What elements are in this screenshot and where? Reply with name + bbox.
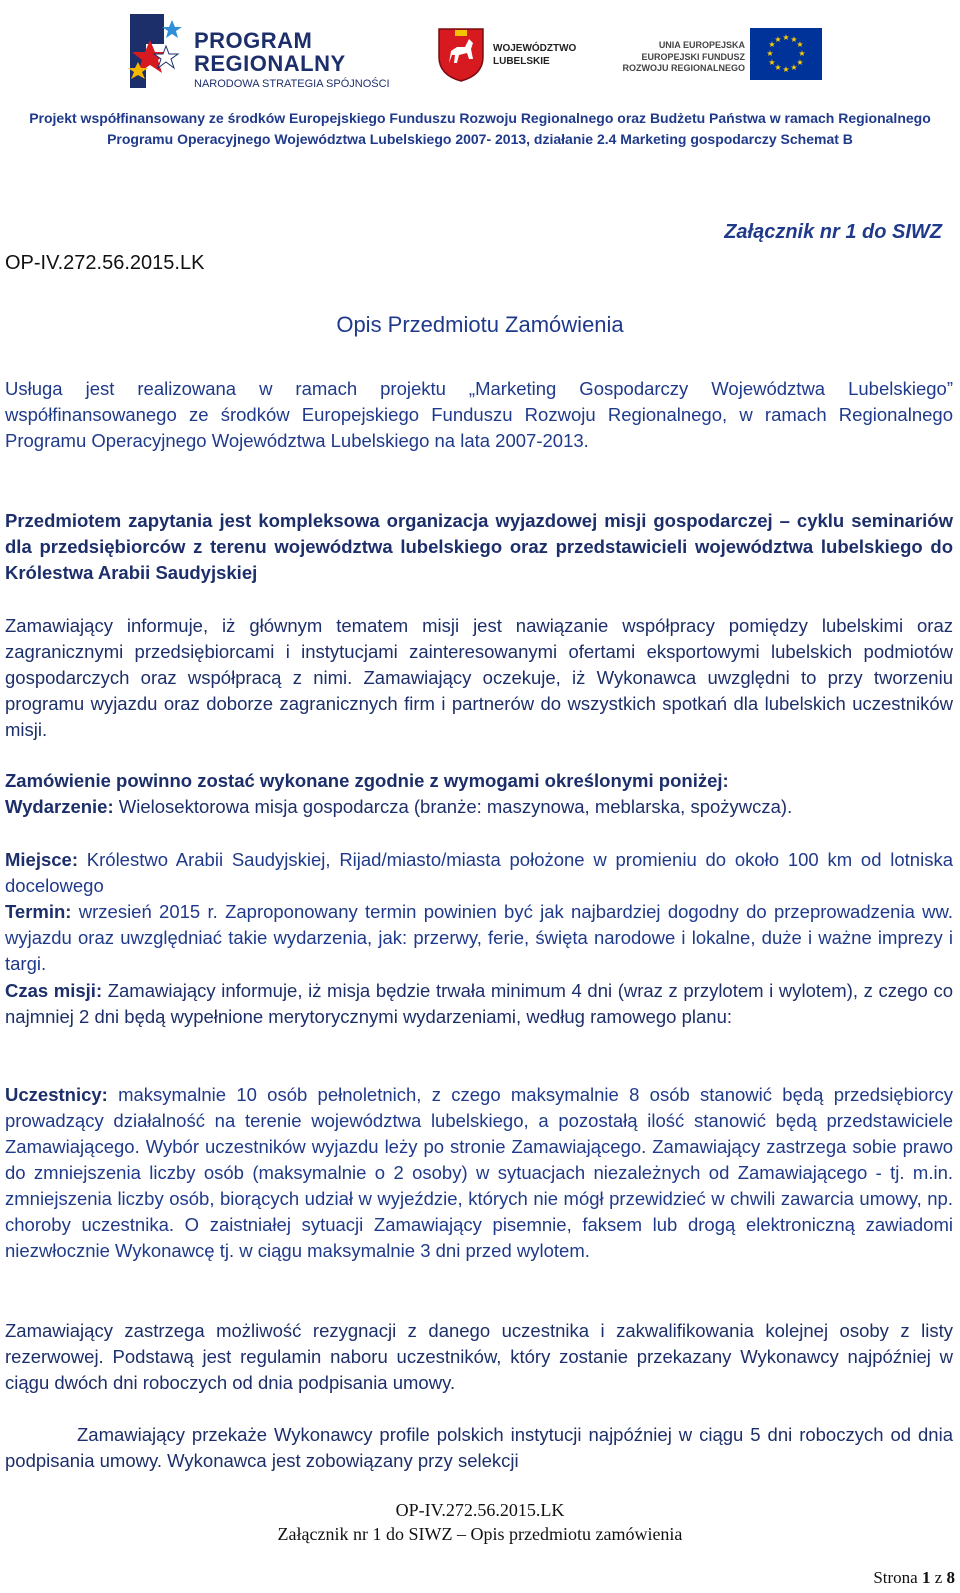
svg-text:★: ★ [782,65,790,74]
footer-annex: Załącznik nr 1 do SIWZ – Opis przedmiotu zamówienia [277,1524,683,1544]
event-text: Wielosektorowa misja gospodarcza (branże: maszynowa, meblarska, spożywcza). [113,796,793,817]
participants-label: Uczestnicy: [5,1084,108,1105]
svg-text:★: ★ [790,63,798,72]
page-number [873,1568,955,1588]
intro-paragraph: Usługa jest realizowana w ramach projektu „Marketing Gospodarczy Województwa Lubelskiego” współfinansowanego ze środków Europejskiego Funduszu Rozwoju Regionalnego, w ramach Regionalnego Programu Operacyjnego Województwa Lubelskiego na lata 2007-2013. [5,378,953,451]
profiles-paragraph: Zamawiający przekaże Wykonawcy profile polskich instytucji najpóźniej w ciągu 5 dni roboczych od dnia podpisania umowy. Wykonawca jest zobowiązany przy selekcji [5,1424,953,1471]
place-text: Królestwo Arabii Saudyjskiej, Rijad/miasto/miasta położone w promieniu do około 100 km od lotniska docelowego [5,849,953,896]
place-paragraph [5,847,953,899]
svg-text:★: ★ [774,35,782,44]
program-regionalny-star-icon [120,10,192,90]
strategy-text: NARODOWA STRATEGIA SPÓJNOŚCI [194,78,390,90]
duration-label: Czas misji: [5,980,103,1001]
svg-text:★: ★ [798,49,806,58]
lubelskie-coat-of-arms-icon [435,25,487,83]
svg-text:★: ★ [768,40,776,49]
participants-text: maksymalnie 10 osób pełnoletnich, z czego maksymalnie 8 osób stanowić będą przedsiębiorcy prowadzący działalność na terenie województwa lubelskiego, a pozostałą ilość stanowić będą przedstawiciele Zamawiającego. Wybór uczestników wyjazdu leży po stronie Zamawiającego. Zamawiający zastrzega sobie prawo do zmniejszenia liczby osób (maksymalnie o 2 osoby) w sytuacjach niezależnych od Zamawiającego - tj. m.in. zmniejszenia liczby osób, biorących udział w wyjeździe, których nie mógł przewidzieć w chwili zawarcia umowy, np. choroby uczestnika. O zaistniałej sytuacji Zamawiający pisemnie, faksem lub drogą elektroniczną zawiadomi niezwłocznie Wykonawcę tj. w ciągu maksymalnie 3 dni przed wylotem. [5,1084,953,1261]
eu-text-3: ROZWOJU REGIONALNEGO [622,63,745,73]
svg-text:★: ★ [790,35,798,44]
svg-text:★: ★ [774,63,782,72]
page-of: z [930,1568,947,1587]
duration-paragraph [5,978,953,1030]
term-paragraph [5,899,953,977]
footer-reference: OP-IV.272.56.2015.LK [395,1500,565,1520]
reserve-paragraph: Zamawiający zastrzega możliwość rezygnacji z danego uczestnika i zakwalifikowania kolejnej osoby z listy rezerwowej. Podstawą jest regulamin naboru uczestników, który zostanie przekazany Wykonawcy najpóźniej w ciągu dwóch dni roboczych od dnia podpisania umowy. [5,1320,953,1393]
lubelskie-text: LUBELSKIE [493,56,550,67]
requirements-heading: Zamówienie powinno zostać wykonane zgodnie z wymogami określonymi poniżej: [5,770,729,791]
svg-text:★: ★ [768,58,776,67]
eu-text-2: EUROPEJSKI FUNDUSZ [641,52,745,62]
cofinancing-note-line-2: Programu Operacyjnego Województwa Lubelskiego 2007- 2013, działanie 2.4 Marketing gospodarczy Schemat B [107,131,853,147]
regionalny-text: REGIONALNY [194,51,346,76]
place-label: Miejsce: [5,849,79,870]
participants-paragraph [5,1082,953,1264]
term-label: Termin: [5,901,72,922]
svg-text:★: ★ [796,40,804,49]
eu-text-1: UNIA EUROPEJSKA [658,40,745,50]
subject-paragraph: Przedmiotem zapytania jest kompleksowa organizacja wyjazdowej misji gospodarczej – cyklu seminariów dla przedsiębiorców z terenu województwa lubelskiego oraz przedstawicieli województwa lubelskiego do Królestwa Arabii Saudyjskiej [5,510,953,583]
program-regionalny-logo [120,10,390,96]
wojewodztwo-text: WOJEWÓDZTWO [493,43,577,54]
document-title: Opis Przedmiotu Zamówienia [336,312,624,337]
eu-flag-icon [750,28,822,80]
info-paragraph: Zamawiający informuje, iż głównym tematem misji jest nawiązanie współpracy pomiędzy lubelskimi oraz zagranicznymi przedsiębiorcami i instytucjami zainteresowanymi ofertami eksportowymi lubelskich podmiotów gospodarczych oraz współpracą z nimi. Zamawiający oczekuje, iż Wykonawca uwzględni to przy tworzeniu programu wyjazdu oraz doborze zagranicznych firm i partnerów do wszystkich spotkań dla lubelskich uczestników misji. [5,615,953,740]
duration-text: Zamawiający informuje, iż misja będzie trwała minimum 4 dni (wraz z przylotem i wylotem), z czego co najmniej 2 dni będą wypełnione merytorycznymi wydarzeniami, według ramowego planu: [5,980,953,1027]
svg-text:★: ★ [782,33,790,42]
svg-text:★: ★ [766,49,774,58]
logo-bar [0,0,960,100]
page-current: 1 [921,1568,931,1587]
event-paragraph [5,794,953,820]
term-text: wrzesień 2015 r. Zaproponowany termin powinien być jak najbardziej dogodny do przeprowadzenia ww. wyjazdu oraz uwzględniać takie wydarzenia, jak: przerwy, ferie, święta narodowe i lokalne, duże i ważne imprezy i targi. [5,901,953,974]
event-label: Wydarzenie: [5,796,114,817]
lubelskie-logo [435,25,595,85]
eu-logo [620,26,840,86]
program-text: PROGRAM [194,28,313,53]
reference-number: OP-IV.272.56.2015.LK [5,252,205,274]
cofinancing-note-line-1: Projekt współfinansowany ze środków Europejskiego Funduszu Rozwoju Regionalnego oraz Budżetu Państwa w ramach Regionalnego [29,110,931,126]
svg-text:★: ★ [796,58,804,67]
annex-label: Załącznik nr 1 do SIWZ [724,221,942,243]
page-total: 8 [946,1568,955,1587]
page-label: Strona [873,1568,922,1587]
